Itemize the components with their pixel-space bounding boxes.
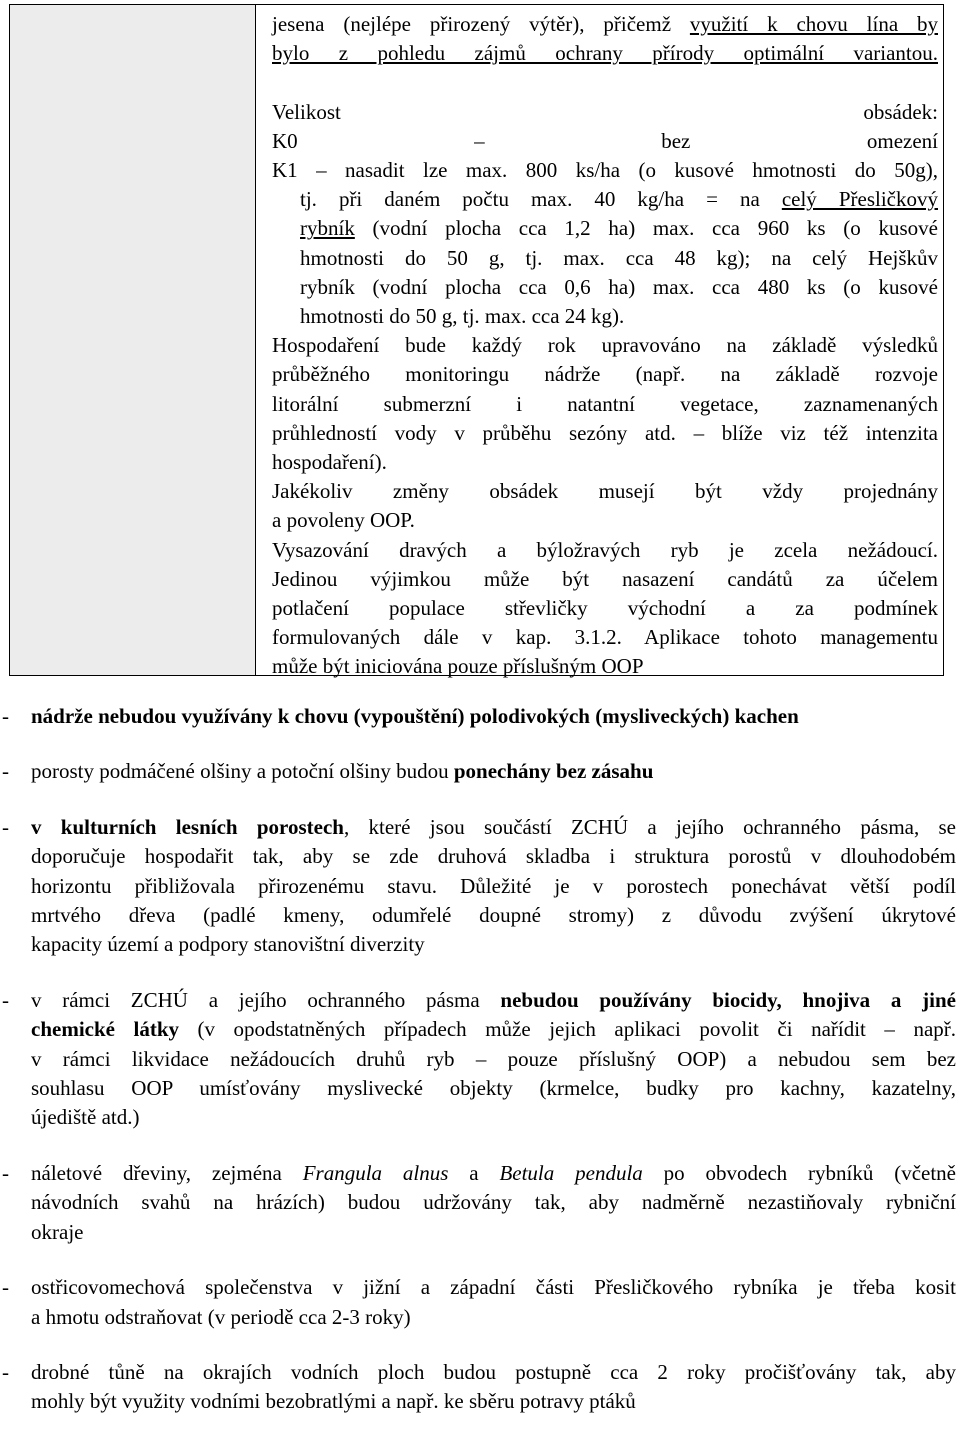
text-segment: Betula pendula — [499, 1160, 643, 1185]
text-segment: Hospodaření bude každý rok upravováno na základě výsledků — [272, 333, 938, 358]
text-segment: litorální submerzní i natantní vegetace, zaznamenaných — [272, 391, 938, 416]
bullet-dash: - — [2, 1160, 9, 1185]
table-right-cell-text — [272, 10, 938, 682]
text-segment: mrtvého dřeva (padlé kmeny, odumřelé doupné stromy) z důvodu zvýšení úkrytové — [31, 903, 956, 928]
text-segment: a hmotu odstraňovat (v periodě cca 2-3 roky) — [31, 1304, 411, 1329]
text-line — [31, 986, 956, 1015]
text-segment: jesena (nejlépe přirozený výtěr), přičemž — [272, 12, 690, 36]
text-line — [31, 872, 956, 901]
text-segment: využití k chovu lína by — [689, 12, 938, 36]
blank-line — [272, 68, 938, 97]
text-segment: (vodní plocha cca 1,2 ha) max. cca 960 ks (o kusové — [354, 216, 938, 241]
bullet-item — [0, 1273, 956, 1332]
text-segment: okraje — [31, 1219, 84, 1244]
text-line — [272, 331, 938, 360]
text-line — [272, 360, 938, 389]
text-line — [272, 652, 938, 681]
text-line — [272, 302, 938, 331]
text-segment: v rámci ZCHÚ a jejího ochranného pásma — [31, 987, 501, 1012]
text-line — [31, 1188, 956, 1217]
text-segment: tj. při daném počtu max. 40 kg/ha = na — [300, 187, 782, 212]
text-line — [31, 702, 956, 731]
text-line — [272, 536, 938, 565]
text-segment: K1 – nasadit lze max. 800 ks/ha (o kusové hmotnosti do 50g), — [272, 158, 938, 182]
text-segment: v rámci likvidace nežádoucích druhů ryb – pouze příslušný OOP) a nebudou sem bez — [31, 1046, 956, 1071]
text-segment: hmotnosti do 50 g, tj. max. cca 48 kg); na celý Hejškův — [300, 245, 938, 270]
text-line — [272, 214, 938, 243]
text-line — [31, 1358, 956, 1387]
text-line — [272, 419, 938, 448]
text-line — [272, 594, 938, 623]
text-line — [272, 98, 938, 127]
bullet-dash: - — [2, 1275, 9, 1300]
bullet-item — [0, 1358, 956, 1417]
text-segment: porosty podmáčené olšiny a potoční olšiny budou — [31, 759, 454, 784]
bullet-item — [0, 1159, 956, 1247]
text-segment: , které jsou součástí ZCHÚ a jejího ochranného pásma, se — [343, 814, 956, 839]
text-line — [31, 757, 956, 786]
text-line — [272, 448, 938, 477]
text-segment: drobné tůně na okrajích vodních ploch budou postupně cca 2 roky pročišťovány tak, aby — [31, 1359, 956, 1384]
bullet-dash: - — [2, 814, 9, 839]
bullet-item — [0, 986, 956, 1133]
text-line — [272, 623, 938, 652]
text-segment: horizontu přibližovala přirozenému stavu. Důležité je v porostech ponechávat větší podíl — [31, 873, 956, 898]
text-line — [31, 813, 956, 842]
text-segment: celý Přesličkový — [781, 187, 938, 212]
text-segment: Velikost obsádek: — [272, 99, 938, 124]
text-segment: doporučuje hospodařit tak, aby se zde druhová skladba i struktura porostů v dlouhodobém — [31, 844, 956, 869]
text-segment: náletové dřeviny, zejména — [31, 1160, 303, 1185]
text-segment: nádrže nebudou využívány k chovu (vypouštění) polodivokých (mysliveckých) kachen — [31, 704, 799, 728]
text-line — [31, 1045, 956, 1074]
text-segment: rybník (vodní plocha cca 0,6 ha) max. cca 480 ks (o kusové — [300, 274, 938, 299]
bullet-dash: - — [2, 987, 9, 1012]
text-line — [272, 506, 938, 535]
text-line — [31, 842, 956, 871]
bullet-dash: - — [2, 759, 9, 784]
text-segment: formulovaných dále v kap. 3.1.2. Aplikace tohoto managementu — [272, 625, 938, 650]
bullet-dash: - — [2, 1359, 9, 1384]
text-line — [272, 565, 938, 594]
text-segment: K0 – bez omezení — [272, 128, 938, 153]
text-line — [31, 1303, 956, 1332]
text-line — [272, 477, 938, 506]
text-segment: rybník — [300, 216, 355, 241]
text-line — [31, 901, 956, 930]
text-segment: kapacity území a podpory stanovištní diverzity — [31, 932, 425, 957]
text-line — [272, 244, 938, 273]
text-segment: po obvodech rybníků (včetně — [642, 1160, 956, 1185]
text-segment: a — [448, 1160, 500, 1185]
text-segment: ponechány bez zásahu — [453, 759, 654, 784]
text-segment: (v opodstatněných případech může jejich aplikaci povolit či nařídit – např. — [179, 1017, 957, 1042]
text-line — [31, 1015, 956, 1044]
text-line — [272, 10, 938, 39]
text-line — [272, 39, 938, 68]
text-segment: bylo z pohledu zájmů ochrany přírody optimální variantou. — [272, 41, 938, 66]
text-line — [272, 156, 938, 185]
text-line — [31, 1218, 956, 1247]
text-segment: průběžného monitoringu nádrže (např. na základě rozvoje — [272, 362, 938, 387]
bullet-item — [0, 702, 956, 731]
text-segment: hospodaření). — [272, 450, 387, 475]
text-segment: nebudou používány biocidy, hnojiva a jiné — [500, 987, 956, 1012]
text-line — [272, 185, 938, 214]
text-segment: mohly být využity vodními bezobratlými a např. ke sběru potravy ptáků — [31, 1389, 636, 1414]
text-line — [31, 1103, 956, 1132]
text-segment: může být iniciována pouze příslušným OOP — [272, 654, 644, 679]
text-segment: návodních svahů na hrázích) budou udržovány tak, aby nadměrně nezastiňovaly rybniční — [31, 1190, 956, 1215]
text-segment: potlačení populace střevličky východní a za podmínek — [272, 596, 938, 621]
text-line — [31, 1387, 956, 1416]
text-line — [31, 1159, 956, 1188]
text-segment: Jakékoliv změny obsádek musejí být vždy projednány — [272, 479, 938, 504]
text-line — [31, 930, 956, 959]
text-segment: chemické látky — [31, 1017, 180, 1042]
table-left-cell — [10, 5, 256, 675]
text-segment: hmotnosti do 50 g, tj. max. cca 24 kg). — [300, 304, 625, 329]
text-line — [272, 390, 938, 419]
text-segment: a povoleny OOP. — [272, 508, 415, 533]
bullet-dash: - — [2, 704, 9, 728]
bullet-item — [0, 813, 956, 960]
text-segment: Jedinou výjimkou může být nasazení candátů za účelem — [272, 566, 938, 591]
text-segment: průhledností vody v průběhu sezóny atd. – blíže viz též intenzita — [272, 420, 938, 445]
text-line — [31, 1074, 956, 1103]
text-segment: Vysazování dravých a býložravých ryb je zcela nežádoucí. — [272, 537, 938, 562]
text-segment: souhlasu OOP umísťovány myslivecké objekty (krmelce, budky pro kachny, kazatelny, — [31, 1076, 956, 1101]
bullet-item — [0, 757, 956, 786]
text-segment: újediště atd.) — [31, 1105, 140, 1130]
text-segment: Frangula alnus — [302, 1160, 449, 1185]
text-segment: v kulturních lesních porostech — [31, 814, 344, 839]
text-line — [272, 127, 938, 156]
management-table — [9, 4, 944, 679]
text-segment: ostřicovomechová společenstva v jižní a západní části Přesličkového rybníka je třeba kosit — [31, 1275, 956, 1300]
bullet-list — [0, 702, 960, 1443]
text-line — [272, 273, 938, 302]
text-line — [31, 1273, 956, 1302]
